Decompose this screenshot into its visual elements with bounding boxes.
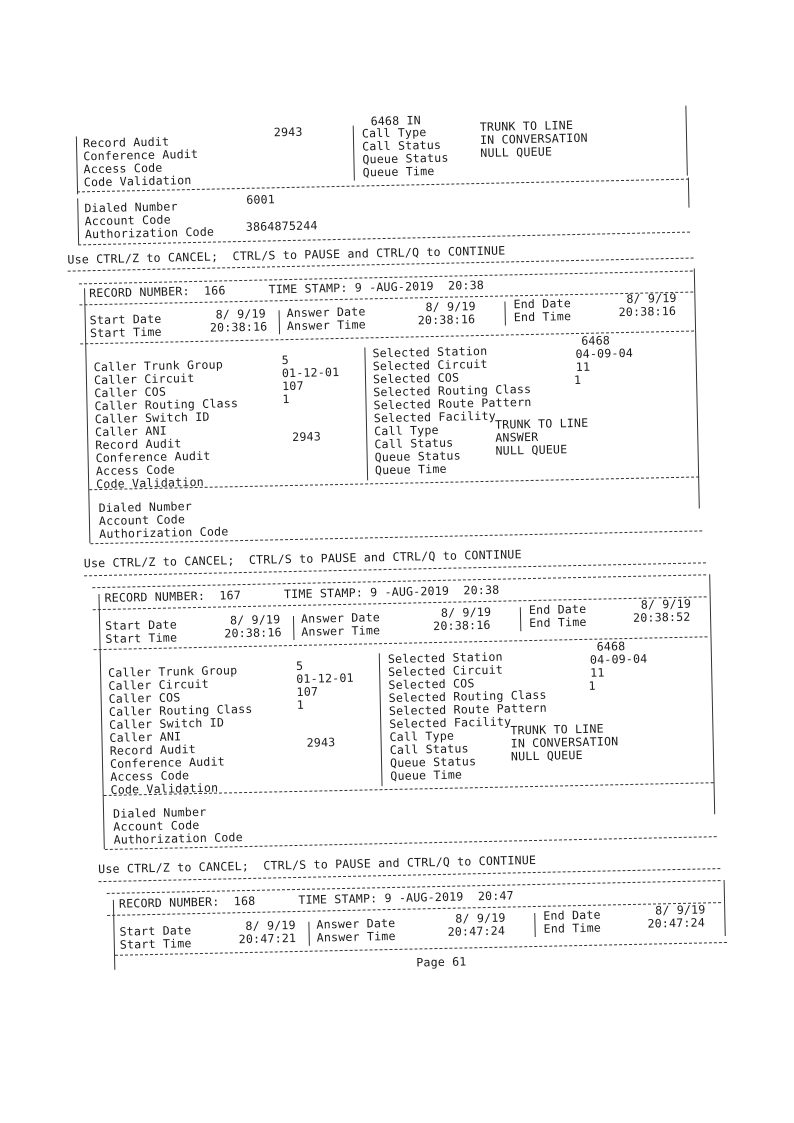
rec166-label-queue-time: Queue Time bbox=[374, 461, 447, 478]
rec166-label-caller-trunk-group: Caller Trunk Group bbox=[93, 357, 224, 375]
top-queue-status-value: NULL QUEUE bbox=[480, 144, 553, 160]
top-label-queue-status: Queue Status bbox=[362, 150, 449, 167]
rec167-caller-circuit: 01-12-01 bbox=[296, 670, 354, 686]
rec167-record-audit: 2943 bbox=[306, 735, 336, 750]
top-label-code-validation: Code Validation bbox=[83, 173, 192, 190]
rec167-header: RECORD NUMBER: 167 TIME STAMP: 9 -AUG-2019 20:38 bbox=[104, 582, 500, 605]
rec167-label-caller-circuit: Caller Circuit bbox=[108, 676, 210, 693]
rec166-prompt: Use CTRL/Z to CANCEL; CTRL/S to PAUSE and CTRL/Q to CONTINUE bbox=[83, 547, 522, 571]
rec167-date-divider-2 bbox=[520, 607, 522, 631]
top-label-record-audit: Record Audit bbox=[82, 134, 170, 151]
rec166-label-record-audit: Record Audit bbox=[95, 436, 182, 453]
rec168-end-date: 8/ 9/19 bbox=[655, 902, 706, 918]
top-label-access-code: Access Code bbox=[83, 160, 163, 177]
rec168-start-time: 20:47:21 bbox=[238, 931, 297, 947]
rec167-label-record-audit: Record Audit bbox=[109, 742, 197, 758]
rec167-call-type: TRUNK TO LINE bbox=[510, 721, 604, 738]
top-right-border bbox=[685, 106, 687, 176]
rec166-start-time: 20:38:16 bbox=[209, 319, 268, 335]
rec166-start-date: 8/ 9/19 bbox=[215, 306, 267, 322]
rec167-label-caller-routing-class: Caller Routing Class bbox=[108, 701, 253, 719]
rec166-label-account-code: Account Code bbox=[98, 512, 186, 529]
rec167-caller-cos: 107 bbox=[296, 684, 319, 699]
rec167-label-conference-audit: Conference Audit bbox=[109, 754, 226, 771]
rec166-label-authorization-code: Authorization Code bbox=[99, 524, 229, 542]
rec166-caller-circuit: 01-12-01 bbox=[281, 364, 340, 381]
rec167-answer-date: 8/ 9/19 bbox=[440, 604, 492, 620]
rec167-end-time-label: End Time bbox=[529, 614, 587, 631]
rec166-caller-cos: 107 bbox=[282, 378, 304, 394]
rec166-end-date-label: End Date bbox=[513, 296, 572, 312]
rec166-label-code-validation: Code Validation bbox=[96, 474, 204, 492]
rec166-label-selected-circuit: Selected Circuit bbox=[372, 356, 488, 374]
rec166-selected-routing-class: 1 bbox=[573, 372, 582, 388]
rec167-answer-time-label: Answer Time bbox=[301, 623, 381, 639]
rec166-caller-trunk-group: 5 bbox=[281, 353, 289, 368]
rec168-left-border bbox=[113, 900, 115, 970]
rec167-start-time: 20:38:16 bbox=[224, 625, 282, 641]
rec167-date-divider-1 bbox=[293, 616, 295, 640]
page-number: Page 61 bbox=[416, 954, 467, 970]
rec166-call-type: TRUNK TO LINE bbox=[494, 415, 589, 432]
rec166-call-status: ANSWER bbox=[495, 429, 539, 445]
rec166-label-dialed-number: Dialed Number bbox=[98, 499, 193, 516]
rec168-date-divider-2 bbox=[534, 913, 536, 937]
rec167-label-call-type: Call Type bbox=[389, 728, 455, 745]
rec166-label-conference-audit: Conference Audit bbox=[95, 448, 211, 466]
rec166-queue-status: NULL QUEUE bbox=[495, 442, 568, 458]
rec168-end-time-label: End Time bbox=[543, 920, 602, 936]
top-label-conference-audit: Conference Audit bbox=[83, 146, 199, 164]
rec166-label-caller-switch-id: Caller Switch ID bbox=[94, 409, 210, 427]
rec167-queue-status: NULL QUEUE bbox=[510, 747, 583, 764]
rec167-label-caller-ani: Caller ANI bbox=[109, 729, 182, 745]
rec166-answer-date-label: Answer Date bbox=[286, 304, 366, 321]
rec167-caller-routing-class: 1 bbox=[296, 697, 305, 712]
rec167-label-access-code: Access Code bbox=[110, 768, 190, 784]
top-label-authorization-code: Authorization Code bbox=[84, 224, 215, 242]
rec166-label-caller-cos: Caller COS bbox=[94, 384, 167, 401]
rec166-label-selected-facility: Selected Facility bbox=[373, 408, 497, 426]
rec168-end-date-label: End Date bbox=[543, 907, 601, 923]
rec166-label-call-type: Call Type bbox=[373, 422, 439, 439]
rec167-label-caller-trunk-group: Caller Trunk Group bbox=[107, 663, 238, 680]
rec167-call-status: IN CONVERSATION bbox=[510, 734, 619, 751]
top-auth-code-value: 3864875244 bbox=[245, 218, 318, 234]
rec167-label-dialed-number: Dialed Number bbox=[112, 804, 207, 821]
rec166-answer-time: 20:38:16 bbox=[417, 312, 476, 328]
rec166-label-selected-station: Selected Station bbox=[372, 343, 488, 361]
top-record-audit-value: 2943 bbox=[273, 124, 303, 140]
top-label-dialed-number: Dialed Number bbox=[84, 199, 178, 216]
rec168-answer-date: 8/ 9/19 bbox=[455, 910, 506, 926]
rec166-selected-station: 6468 bbox=[581, 333, 611, 348]
top-left-border bbox=[76, 136, 78, 194]
rec167-label-account-code: Account Code bbox=[113, 818, 200, 834]
top-label-queue-time: Queue Time bbox=[362, 163, 435, 180]
rec167-label-selected-routing-class: Selected Routing Class bbox=[388, 687, 547, 706]
rec167-start-date: 8/ 9/19 bbox=[229, 612, 281, 628]
top-dial-left-border bbox=[77, 198, 79, 244]
rec167-end-date: 8/ 9/19 bbox=[640, 596, 692, 612]
rec166-label-caller-routing-class: Caller Routing Class bbox=[94, 396, 239, 414]
rec166-record-audit: 2943 bbox=[292, 429, 322, 444]
rec167-selected-circuit: 04-09-04 bbox=[589, 651, 648, 667]
rec168-answer-time-label: Answer Time bbox=[316, 928, 396, 945]
rec166-caller-routing-class: 1 bbox=[282, 392, 290, 407]
rec166-header: RECORD NUMBER: 166 TIME STAMP: 9 -AUG-2019 20:38 bbox=[89, 277, 485, 301]
rec166-label-queue-status: Queue Status bbox=[374, 448, 461, 465]
top-mid-divider bbox=[353, 126, 355, 181]
rec166-answer-time-label: Answer Time bbox=[286, 317, 367, 334]
rec166-right-border bbox=[694, 269, 700, 509]
rec166-answer-date: 8/ 9/19 bbox=[425, 299, 476, 315]
top-label-account-code: Account Code bbox=[84, 212, 171, 229]
rec168-start-time-label: Start Time bbox=[119, 936, 192, 952]
top-dial-right-border bbox=[688, 178, 690, 208]
rec168-answer-date-label: Answer Date bbox=[316, 915, 396, 932]
rec166-end-time: 20:38:16 bbox=[618, 303, 677, 320]
rec167-mid-divider bbox=[379, 653, 383, 786]
rec167-caller-trunk-group: 5 bbox=[295, 658, 304, 673]
rec167-selected-cos: 11 bbox=[590, 665, 605, 680]
top-call-type-value: TRUNK TO LINE bbox=[479, 118, 574, 134]
rec167-prompt: Use CTRL/Z to CANCEL; CTRL/S to PAUSE and CTRL/Q to CONTINUE bbox=[98, 852, 537, 877]
rec168-date-rule bbox=[115, 942, 727, 956]
rec167-end-date-label: End Date bbox=[528, 601, 587, 618]
top-label-call-type: Call Type bbox=[361, 125, 427, 141]
rec168-date-divider-1 bbox=[308, 922, 310, 946]
rec168-right-border bbox=[724, 880, 726, 936]
rec167-label-selected-station: Selected Station bbox=[387, 649, 503, 667]
rec167-label-selected-circuit: Selected Circuit bbox=[388, 662, 504, 680]
rec166-selected-circuit: 04-09-04 bbox=[575, 345, 634, 362]
rec166-selected-cos: 11 bbox=[575, 359, 591, 375]
rec166-label-caller-ani: Caller ANI bbox=[94, 423, 168, 440]
rec167-answer-time: 20:38:16 bbox=[433, 617, 491, 634]
rec167-start-time-label: Start Time bbox=[105, 630, 178, 646]
rec166-start-date-label: Start Date bbox=[89, 311, 162, 328]
rec166-end-time-label: End Time bbox=[513, 309, 572, 325]
rec166-label-selected-routing-class: Selected Routing Class bbox=[373, 381, 532, 400]
rec167-start-date-label: Start Date bbox=[104, 617, 178, 633]
rec167-left-border bbox=[98, 594, 104, 849]
rec167-label-caller-cos: Caller COS bbox=[108, 690, 181, 706]
top-in-number: 6468 IN bbox=[370, 113, 422, 129]
rec168-start-date: 8/ 9/19 bbox=[245, 918, 296, 934]
top-prompt: Use CTRL/Z to CANCEL; CTRL/S to PAUSE and CTRL/Q to CONTINUE bbox=[67, 243, 506, 267]
rec168-header: RECORD NUMBER: 168 TIME STAMP: 9 -AUG-2019 20:47 bbox=[118, 888, 514, 911]
rec166-end-date: 8/ 9/19 bbox=[626, 290, 677, 306]
top-label-call-status: Call Status bbox=[361, 137, 442, 154]
rec167-label-call-status: Call Status bbox=[389, 741, 469, 757]
top-call-status-value: IN CONVERSATION bbox=[479, 130, 588, 147]
rec167-label-caller-switch-id: Caller Switch ID bbox=[109, 715, 225, 732]
rec166-start-time-label: Start Time bbox=[89, 324, 162, 341]
rec167-label-authorization-code: Authorization Code bbox=[113, 830, 243, 847]
rec167-answer-date-label: Answer Date bbox=[300, 610, 381, 626]
rec166-label-caller-circuit: Caller Circuit bbox=[93, 371, 195, 388]
rec167-end-time: 20:38:52 bbox=[632, 609, 691, 625]
rec167-selected-routing-class: 1 bbox=[588, 678, 596, 693]
rec166-label-call-status: Call Status bbox=[374, 435, 454, 452]
rec167-right-border bbox=[709, 574, 715, 814]
rec168-start-date-label: Start Date bbox=[119, 923, 192, 939]
rec166-date-divider-1 bbox=[279, 310, 281, 334]
rec167-label-selected-route-pattern: Selected Route Pattern bbox=[388, 700, 548, 719]
top-dialed-number-value: 6001 bbox=[246, 192, 276, 207]
rec166-label-selected-cos: Selected COS bbox=[372, 370, 460, 387]
rec168-answer-time: 20:47:24 bbox=[447, 923, 506, 939]
rec166-label-access-code: Access Code bbox=[95, 462, 176, 479]
rec167-selected-station: 6468 bbox=[596, 639, 626, 654]
rec167-label-code-validation: Code Validation bbox=[110, 780, 219, 797]
rec166-date-divider-2 bbox=[504, 301, 506, 325]
rec166-label-selected-route-pattern: Selected Route Pattern bbox=[373, 394, 532, 413]
rec167-label-selected-facility: Selected Facility bbox=[389, 714, 512, 732]
rec166-mid-divider bbox=[364, 347, 368, 480]
rec167-label-queue-status: Queue Status bbox=[389, 754, 477, 770]
rec167-label-queue-time: Queue Time bbox=[390, 767, 463, 783]
rec167-label-selected-cos: Selected COS bbox=[388, 676, 475, 693]
rec168-end-time: 20:47:24 bbox=[647, 915, 706, 931]
